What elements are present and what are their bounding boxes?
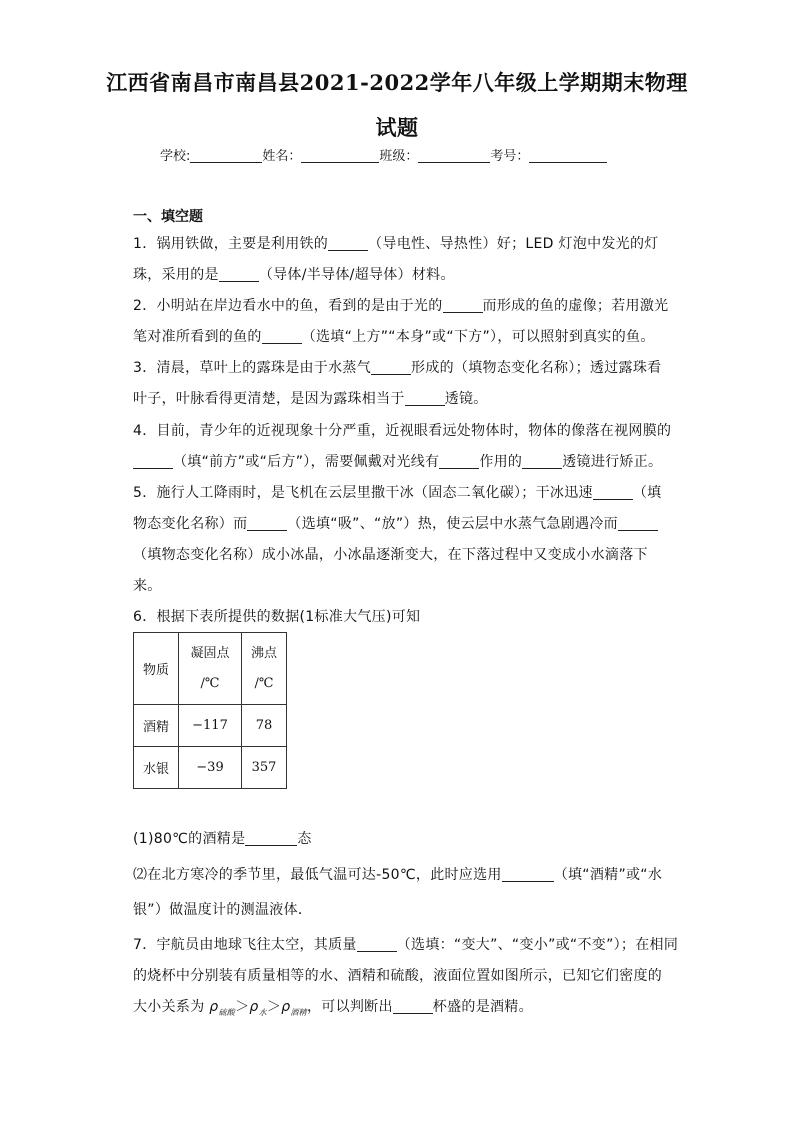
table-cell: −39: [179, 747, 242, 789]
question-text: 珠，采用的是: [133, 267, 219, 283]
answer-blank[interactable]: [219, 267, 259, 282]
question-text: 银”）做温度计的测温液体．: [133, 902, 313, 918]
question-text: （填: [632, 485, 662, 501]
question-text: 来。: [133, 578, 162, 594]
name-field[interactable]: [301, 148, 379, 163]
data-table: [133, 632, 287, 789]
question-text: 5．施行人工降雨时，是飞机在云层里撒干冰（固态二氧化碳）；干冰迅速: [133, 485, 593, 501]
table-cell: 水银: [134, 747, 179, 789]
school-label: 学校:: [160, 149, 191, 164]
answer-blank[interactable]: [357, 937, 397, 952]
question-text: （填“前方”或“后方”），需要佩戴对光线有: [173, 454, 440, 470]
table-header-cell: [242, 633, 287, 705]
answer-blank[interactable]: [593, 485, 633, 500]
density-symbol: ρ: [209, 999, 219, 1015]
header-text: 沸点: [250, 645, 277, 661]
question-text: （导电性、导热性）好；LED 灯泡中发光的灯: [368, 236, 659, 252]
table-header-cell: [179, 633, 242, 705]
question-5-line-2: [133, 513, 658, 533]
question-text: 7．宇航员由地球飞往太空，其质量: [133, 937, 357, 953]
student-info-row: [160, 145, 607, 164]
question-5-line-3: [133, 544, 648, 564]
table-row: [134, 705, 287, 747]
table-header-cell: 物质: [134, 633, 179, 705]
greater-than-sign: ＞: [266, 999, 282, 1015]
answer-blank[interactable]: [443, 298, 483, 313]
answer-blank[interactable]: [393, 999, 433, 1014]
page-title: 江西省南昌市南昌县2021-2022学年八年级上学期期末物理: [106, 70, 688, 95]
class-label: 班级：: [379, 149, 419, 164]
answer-blank[interactable]: [133, 454, 173, 469]
question-text: （填“酒精”或“水: [553, 867, 663, 883]
class-field[interactable]: [418, 148, 490, 163]
question-7-line-1: [133, 934, 678, 954]
density-symbol: ρ: [281, 999, 291, 1015]
school-field[interactable]: [190, 148, 262, 163]
question-text: 态: [297, 831, 312, 847]
question-1-line-1: [133, 233, 659, 253]
table-cell: 酒精: [134, 705, 179, 747]
answer-blank[interactable]: [439, 454, 479, 469]
answer-blank[interactable]: [371, 360, 411, 375]
question-6-part-1: [133, 828, 312, 848]
density-symbol: ρ: [249, 999, 259, 1015]
question-text: 1．锅用铁做，主要是利用铁的: [133, 236, 329, 252]
question-text: （选填：“变大”、“变小”或“不变”）；在相同: [396, 937, 679, 953]
question-text: 叶子，叶脉看得更清楚，是因为露珠相当于: [133, 391, 405, 407]
question-6-part-2-line-2: [133, 899, 312, 919]
question-text: （选填“上方”“本身”或“下方”），可以照射到真实的鱼。: [301, 329, 655, 345]
question-text: 4．目前，青少年的近视现象十分严重，近视眼看远处物体时，物体的像落在视网膜的: [133, 423, 672, 439]
question-text: ，可以判断出: [306, 999, 393, 1015]
question-4-line-1: [133, 420, 671, 440]
header-unit: /℃: [200, 675, 220, 691]
question-text: 透镜进行矫正。: [562, 454, 663, 470]
question-text: 而形成的鱼的虚像；若用激光: [482, 298, 669, 314]
question-4-line-2: [133, 451, 662, 471]
question-text: (1)80℃的酒精是: [133, 831, 246, 847]
greater-than-sign: ＞: [235, 999, 250, 1015]
question-6-part-2-line-1: [133, 864, 662, 884]
question-2-line-2: [133, 326, 655, 346]
table-header-row: [134, 633, 287, 705]
question-text: 大小关系为: [133, 999, 205, 1015]
question-text: （填物态变化名称）成小冰晶，小冰晶逐渐变大，在下落过程中又变成小水滴落下: [133, 547, 648, 563]
section-heading: 一、填空题: [133, 209, 203, 225]
question-5-line-4: [133, 575, 162, 595]
question-text: ⑵在北方寒冷的季节里，最低气温可达-50℃，此时应选用: [133, 867, 502, 883]
answer-blank[interactable]: [618, 516, 658, 531]
table-cell: 78: [242, 705, 287, 747]
name-label: 姓名：: [262, 149, 302, 164]
header-text: 凝固点: [190, 645, 230, 661]
answer-blank[interactable]: [522, 454, 562, 469]
number-label: 考号：: [490, 149, 530, 164]
answer-blank[interactable]: [328, 236, 368, 251]
question-6-intro: [133, 606, 420, 626]
question-3-line-2: [133, 388, 488, 408]
question-text: 6．根据下表所提供的数据(1标准大气压)可知: [133, 609, 421, 625]
answer-blank[interactable]: [502, 867, 554, 882]
question-text: 杯盛的是酒精。: [432, 999, 533, 1015]
question-7-line-3: [133, 996, 533, 1018]
question-text: （选填“吸”、“放”）热，使云层中水蒸气急剧遇冷而: [287, 516, 618, 532]
answer-blank[interactable]: [245, 831, 297, 846]
density-subscript: 硫酸: [218, 1007, 236, 1017]
question-text: 作用的: [479, 454, 523, 470]
question-text: （导体/半导体/超导体）材料。: [258, 267, 455, 283]
question-7-line-2: [133, 965, 662, 985]
table-row: [134, 747, 287, 789]
page-title-continued: 试题: [375, 115, 419, 140]
header-unit: /℃: [254, 675, 274, 691]
question-2-line-1: [133, 295, 668, 315]
question-text: 透镜。: [444, 391, 488, 407]
question-text: 物态变化名称）而: [133, 516, 248, 532]
density-subscript: 酒精: [290, 1007, 307, 1017]
question-text: 的烧杯中分别装有质量相等的水、酒精和硫酸，液面位置如图所示，已知它们密度的: [133, 968, 663, 984]
question-5-line-1: [133, 482, 661, 502]
question-1-line-2: [133, 264, 455, 284]
question-text: 笔对准所看到的鱼的: [133, 329, 262, 345]
table-cell: −117: [179, 705, 242, 747]
number-field[interactable]: [529, 148, 607, 163]
question-text: 3．清晨，草叶上的露珠是由于水蒸气: [133, 360, 372, 376]
density-subscript: 水: [258, 1007, 267, 1017]
answer-blank[interactable]: [262, 329, 302, 344]
question-text: 2．小明站在岸边看水中的鱼，看到的是由于光的: [133, 298, 443, 314]
answer-blank[interactable]: [405, 391, 445, 406]
table-cell: 357: [242, 747, 287, 789]
answer-blank[interactable]: [247, 516, 287, 531]
question-text: 形成的（填物态变化名称）；透过露珠看: [411, 360, 662, 376]
question-3-line-1: [133, 357, 661, 377]
